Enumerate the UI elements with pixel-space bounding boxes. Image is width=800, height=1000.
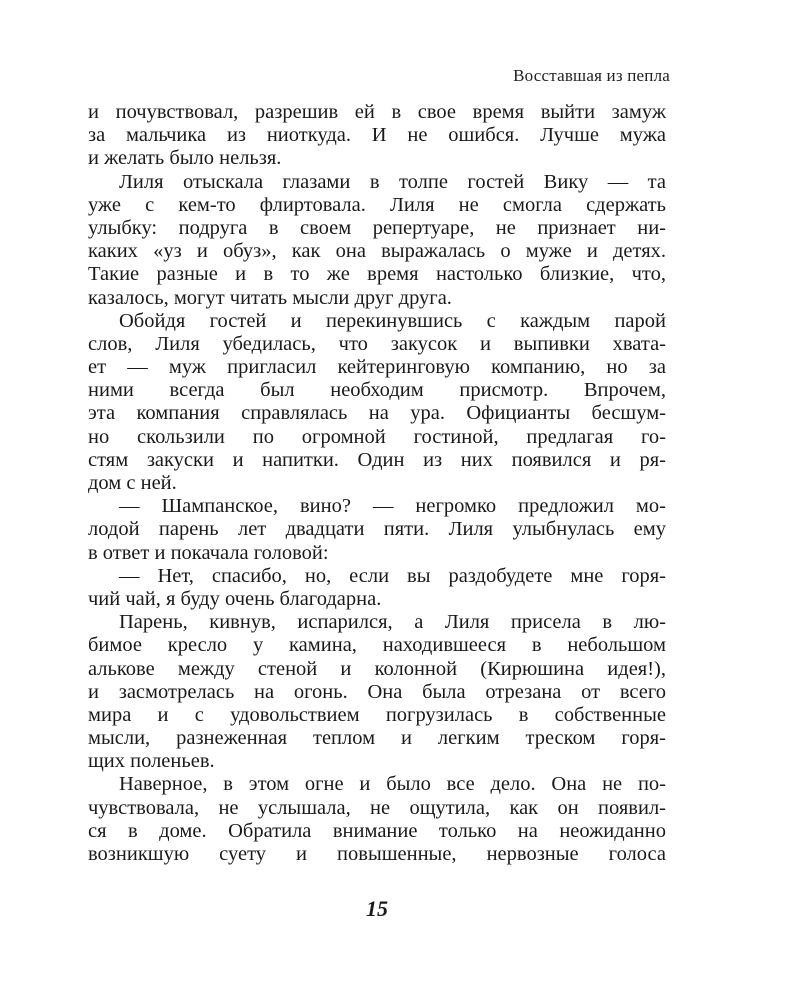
- text-line: мысли, разнеженная теплом и легким треском горя-: [88, 727, 666, 750]
- text-line: Наверное, в этом огне и было все дело. Она не по-: [119, 773, 666, 796]
- text-line: чий чай, я буду очень благодарна.: [88, 587, 382, 610]
- body-text: [88, 101, 666, 866]
- text-line: ними всегда был необходим присмотр. Впрочем,: [88, 379, 666, 402]
- text-line: Обойдя гостей и перекинувшись с каждым парой: [119, 309, 666, 332]
- text-line: ет — муж пригласил кейтеринговую компанию, но за: [88, 356, 666, 379]
- page-number: 15: [366, 896, 388, 921]
- text-line: Парень, кивнув, испарился, а Лиля присела в лю-: [119, 611, 666, 634]
- text-line: улыбку: подруга в своем репертуаре, не признает ни-: [88, 216, 666, 239]
- text-line: алькове между стеной и колонной (Кирюшина идея!),: [88, 657, 666, 680]
- text-line: — Шампанское, вино? — негромко предложил мо-: [119, 495, 666, 518]
- text-line: щих поленьев.: [88, 750, 215, 773]
- text-line: стям закуски и напитки. Один из них появился и ря-: [88, 448, 666, 471]
- text-line: лодой парень лет двадцати пяти. Лиля улыбнулась ему: [88, 518, 666, 541]
- text-line: Лиля отыскала глазами в толпе гостей Вику — та: [119, 170, 666, 193]
- text-line: но скользили по огромной гостиной, предлагая го-: [88, 425, 666, 448]
- text-line: в ответ и покачала головой:: [88, 541, 329, 564]
- text-line: каких «уз и обуз», как она выражалась о муже и детях.: [88, 240, 666, 263]
- running-head: Восставшая из пепла: [513, 66, 670, 85]
- text-line: чувствовала, не услышала, не ощутила, как он появил-: [88, 796, 666, 819]
- text-line: и засмотрелась на огонь. Она была отрезана от всего: [88, 680, 666, 703]
- text-line: ся в доме. Обратила внимание только на неожиданно: [88, 819, 666, 842]
- text-line: за мальчика из ниоткуда. И не ошибся. Лучше мужа: [88, 124, 666, 147]
- text-line: Такие разные и в то же время настолько близкие, что,: [88, 263, 666, 286]
- text-line: дом с ней.: [88, 472, 177, 494]
- text-line: и почувствовал, разрешив ей в свое время выйти замуж: [88, 101, 666, 123]
- text-line: возникшую суету и повышенные, нервозные голоса: [88, 843, 666, 865]
- text-line: мира и с удовольствием погрузилась в собственные: [88, 703, 666, 726]
- text-line: уже с кем-то флиртовала. Лиля не смогла сдержать: [88, 193, 666, 216]
- text-line: — Нет, спасибо, но, если вы раздобудете мне горя-: [119, 564, 666, 587]
- text-line: казалось, могут читать мысли друг друга.: [88, 286, 452, 309]
- text-line: слов, Лиля убедилась, что закусок и выпивки хвата-: [88, 332, 666, 355]
- text-line: эта компания справлялась на ура. Официанты бесшум-: [88, 402, 666, 425]
- text-line: бимое кресло у камина, находившееся в небольшом: [88, 634, 666, 657]
- text-line: и желать было нельзя.: [88, 147, 282, 170]
